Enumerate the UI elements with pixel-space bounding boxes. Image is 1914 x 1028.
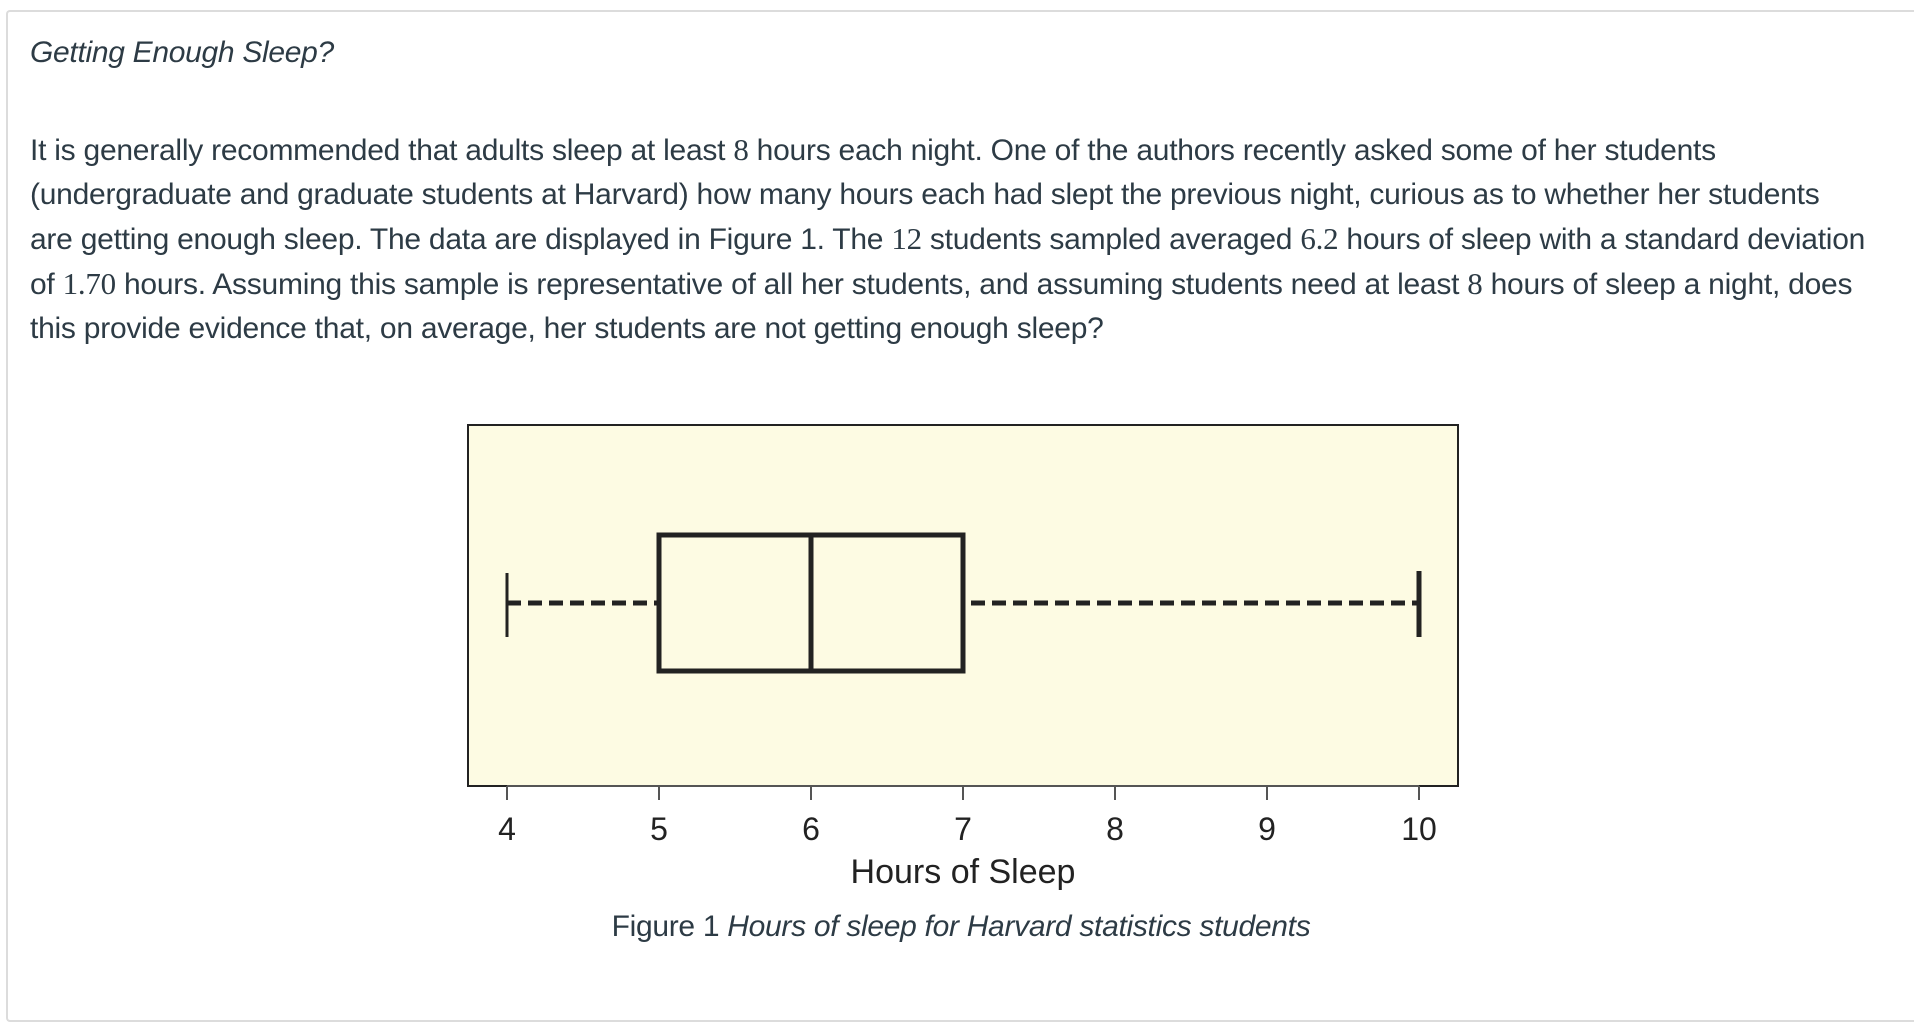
x-tick-label: 8 <box>1106 811 1124 847</box>
text-part: It is generally recommended that adults sleep at least <box>30 134 734 167</box>
text-part: students sampled averaged <box>921 223 1301 256</box>
text-part: hours of sleep a night, does this provide evidence that, on average, her students are not getting enough sleep? <box>30 268 1853 345</box>
number-value: 1.70 <box>62 266 116 301</box>
number-value: 12 <box>891 221 922 256</box>
text-part: hours of sleep with a standard deviation of <box>30 223 1866 301</box>
x-tick-label: 5 <box>650 811 668 847</box>
x-tick-label: 7 <box>954 811 972 847</box>
number-value: 6.2 <box>1300 221 1339 256</box>
text-part: hours. Assuming this sample is representative of all her students, and assuming students need at least <box>115 268 1468 301</box>
x-axis-label: Hours of Sleep <box>850 853 1076 891</box>
text-part: hours each night. One of the authors recently asked some of her students (undergraduate and graduate students at Harvard) how many hours each had slept the previous night, curious as to whether her students are getting enough sleep. The data are displayed in Figure 1. The <box>30 134 1820 256</box>
caption-text: Hours of sleep for Harvard statistics students <box>727 910 1311 943</box>
figure-caption <box>0 910 1914 944</box>
caption-label: Figure 1 <box>611 910 720 943</box>
x-tick-label: 4 <box>498 811 516 847</box>
number-value: 8 <box>733 132 749 167</box>
number-value: 8 <box>1467 266 1483 301</box>
question-text <box>30 128 1870 351</box>
question-title: Getting Enough Sleep? <box>30 36 334 69</box>
x-tick-label: 9 <box>1258 811 1276 847</box>
x-tick-label: 10 <box>1401 811 1437 847</box>
x-tick-label: 6 <box>802 811 820 847</box>
